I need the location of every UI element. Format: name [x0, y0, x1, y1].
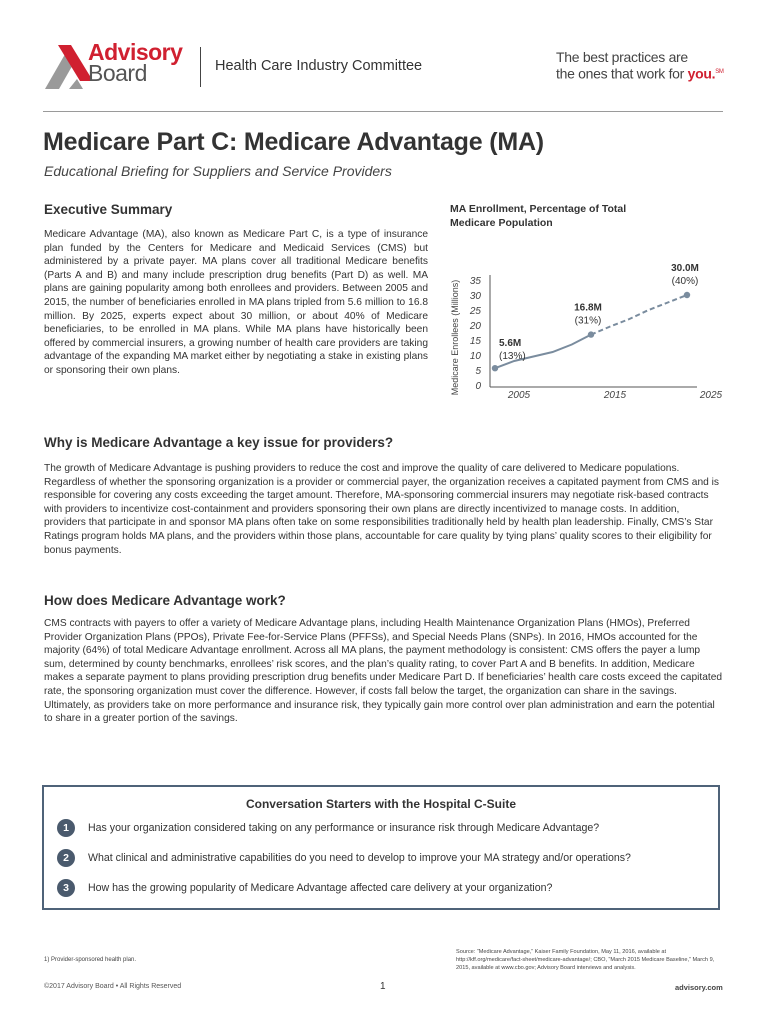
question-item	[57, 849, 631, 867]
y-tick-label: 25	[469, 306, 481, 317]
page-number: 1	[380, 981, 386, 992]
data-point-marker	[492, 365, 498, 371]
question-number-badge: 3	[57, 879, 75, 897]
tagline-line1: The best practices are	[556, 49, 688, 65]
x-tick-label: 2015	[603, 390, 627, 401]
y-axis-label: Medicare Enrollees (Millions)	[450, 279, 460, 396]
executive-summary-heading: Executive Summary	[44, 202, 173, 217]
source-note: Source: “Medicare Advantage,” Kaiser Family Foundation, May 11, 2016, available at http://kff.org/medicare/fact-sheet/medicare-advantage/; CBO, “March 2015 Medicare Baseline,” March 9, 2015, available at www.cbo.gov; Advisory Board interviews and analysis.	[456, 949, 715, 971]
page-subtitle: Educational Briefing for Suppliers and Service Providers	[44, 163, 392, 179]
projected-series-line	[591, 295, 687, 335]
how-heading: How does Medicare Advantage work?	[44, 593, 286, 608]
logo-line2: Board	[88, 60, 147, 86]
conversation-starters-box	[42, 785, 720, 910]
question-number-badge: 1	[57, 819, 75, 837]
y-tick-label: 15	[469, 336, 481, 347]
tagline-you: you.	[687, 65, 716, 82]
question-number-badge: 2	[57, 849, 75, 867]
data-label-percent: (13%)	[499, 351, 526, 363]
question-text: How has the growing popularity of Medicare Advantage affected care delivery at your organization?	[88, 882, 553, 894]
y-tick-label: 5	[475, 366, 481, 377]
footer-site-link[interactable]: advisory.com	[675, 983, 723, 992]
y-tick-label: 35	[469, 276, 481, 287]
tagline-line2: the ones that work for you.℠	[556, 65, 724, 82]
question-text: What clinical and administrative capabilities do you need to develop to improve your MA strategy and/or operations?	[88, 852, 631, 864]
data-point-marker	[588, 331, 594, 337]
why-body: The growth of Medicare Advantage is pushing providers to reduce the cost and improve the quality of care delivered to Medicare populations. Regardless of whether the sponsoring organization is a provider or commercial payer, the organization receives a capitated payment from CMS and is responsible for covering any costs exceeding the target amount. Therefore, MA-sponsoring commercial insurers may negotiate risk-based contracts with providers to incentivize cost-containment and providers sponsoring their own plans are directly incentivized to manage costs. In addition, providers that participate in and sponsor MA plans often take on some responsibilities traditionally held by health plan leadership. Finally, CMS’s Star Ratings program holds MA plans, and the providers within those plans, accountable for care quality by tying plans’ quality scores to their eligibility for bonus payments.	[44, 463, 719, 556]
data-label-percent: (40%)	[671, 276, 699, 287]
data-label-value: 5.6M	[499, 338, 522, 350]
y-tick-label: 20	[469, 321, 481, 332]
data-label-percent: (31%)	[574, 315, 602, 327]
data-label-value: 30.0M	[671, 263, 699, 274]
data-label-value: 16.8M	[574, 302, 602, 314]
service-mark: SM	[715, 69, 724, 75]
how-body: CMS contracts with payers to offer a variety of Medicare Advantage plans, including Health Maintenance Organization Plans (HMOs), Preferred Provider Organization Plans (PPOs), Private Fee-for-Service Plans (PFFSs), and Special Needs Plans (SNPs). In 2016, HMOs accounted for the majority (64%) of total Medicare Advantage enrollment. Across all MA plans, the payment methodology is consistent: CMS offers the payer a lump sum, determined by county benchmarks, enrollees’ risk scores, and the plan’s quality rating, to cover Part A and B benefits. In addition, Medicare makes a separate payment to plans providing prescription drug benefits under Medicare Part D. If beneficiaries’ health care costs exceed the capitated rate, the sponsoring organization must cover the difference. However, if costs fall below the target, the organization can share in the savings. Ultimately, as providers take on more performance and insurance risk, they typically gain more control over plan administration and earn the potential to share in a greater portion of the savings.	[44, 618, 723, 725]
footnote: 1) Provider-sponsored health plan.	[44, 957, 137, 963]
header-rule	[43, 111, 723, 112]
copyright: ©2017 Advisory Board • All Rights Reserved	[44, 983, 182, 990]
data-point-marker	[684, 292, 690, 298]
question-item	[57, 819, 599, 837]
chart-title: MA Enrollment, Percentage of Total Medicare Population	[450, 203, 627, 229]
executive-summary-body: Medicare Advantage (MA), also known as Medicare Part C, is a type of insurance plan funded by the Centers for Medicare and Medicaid Services (CMS) but administered by a private payer. MA plans cover all traditional Medicare benefits (Parts A and B) and many include prescription drug benefits (Part D) as well. MA plans are gaining popularity among both enrollees and providers. Between 2005 and 2015, the number of beneficiaries enrolled in MA plans tripled from 5.6 million to 16.8 million. By 2025, experts expect about 30 million, or about 40% of Medicare beneficiaries, to be enrolled in MA plans. While MA plans have historically been offered by commercial insurers, a growing number of health care providers are taking advantage of the expanding MA market either by negotiating a stake in existing plans or sponsoring their own plans.	[44, 229, 428, 376]
logo-wordmark	[88, 39, 183, 86]
x-tick-label: 2025	[699, 390, 723, 401]
page-title: Medicare Part C: Medicare Advantage (MA)	[43, 128, 544, 156]
why-heading: Why is Medicare Advantage a key issue for providers?	[44, 435, 394, 450]
x-tick-label: 2005	[507, 390, 531, 401]
tagline	[556, 50, 724, 82]
y-tick-label: 0	[475, 381, 481, 392]
ma-enrollment-chart	[445, 245, 725, 405]
y-tick-label: 10	[469, 351, 481, 362]
logo-line1: Advisory	[88, 39, 183, 65]
conversation-title: Conversation Starters with the Hospital C-Suite	[245, 797, 517, 811]
question-text: Has your organization considered taking on any performance or insurance risk through Medicare Advantage?	[88, 822, 600, 834]
committee-name: Health Care Industry Committee	[215, 58, 423, 74]
question-item	[57, 879, 552, 897]
header-divider	[200, 47, 201, 87]
y-tick-label: 30	[469, 291, 481, 302]
